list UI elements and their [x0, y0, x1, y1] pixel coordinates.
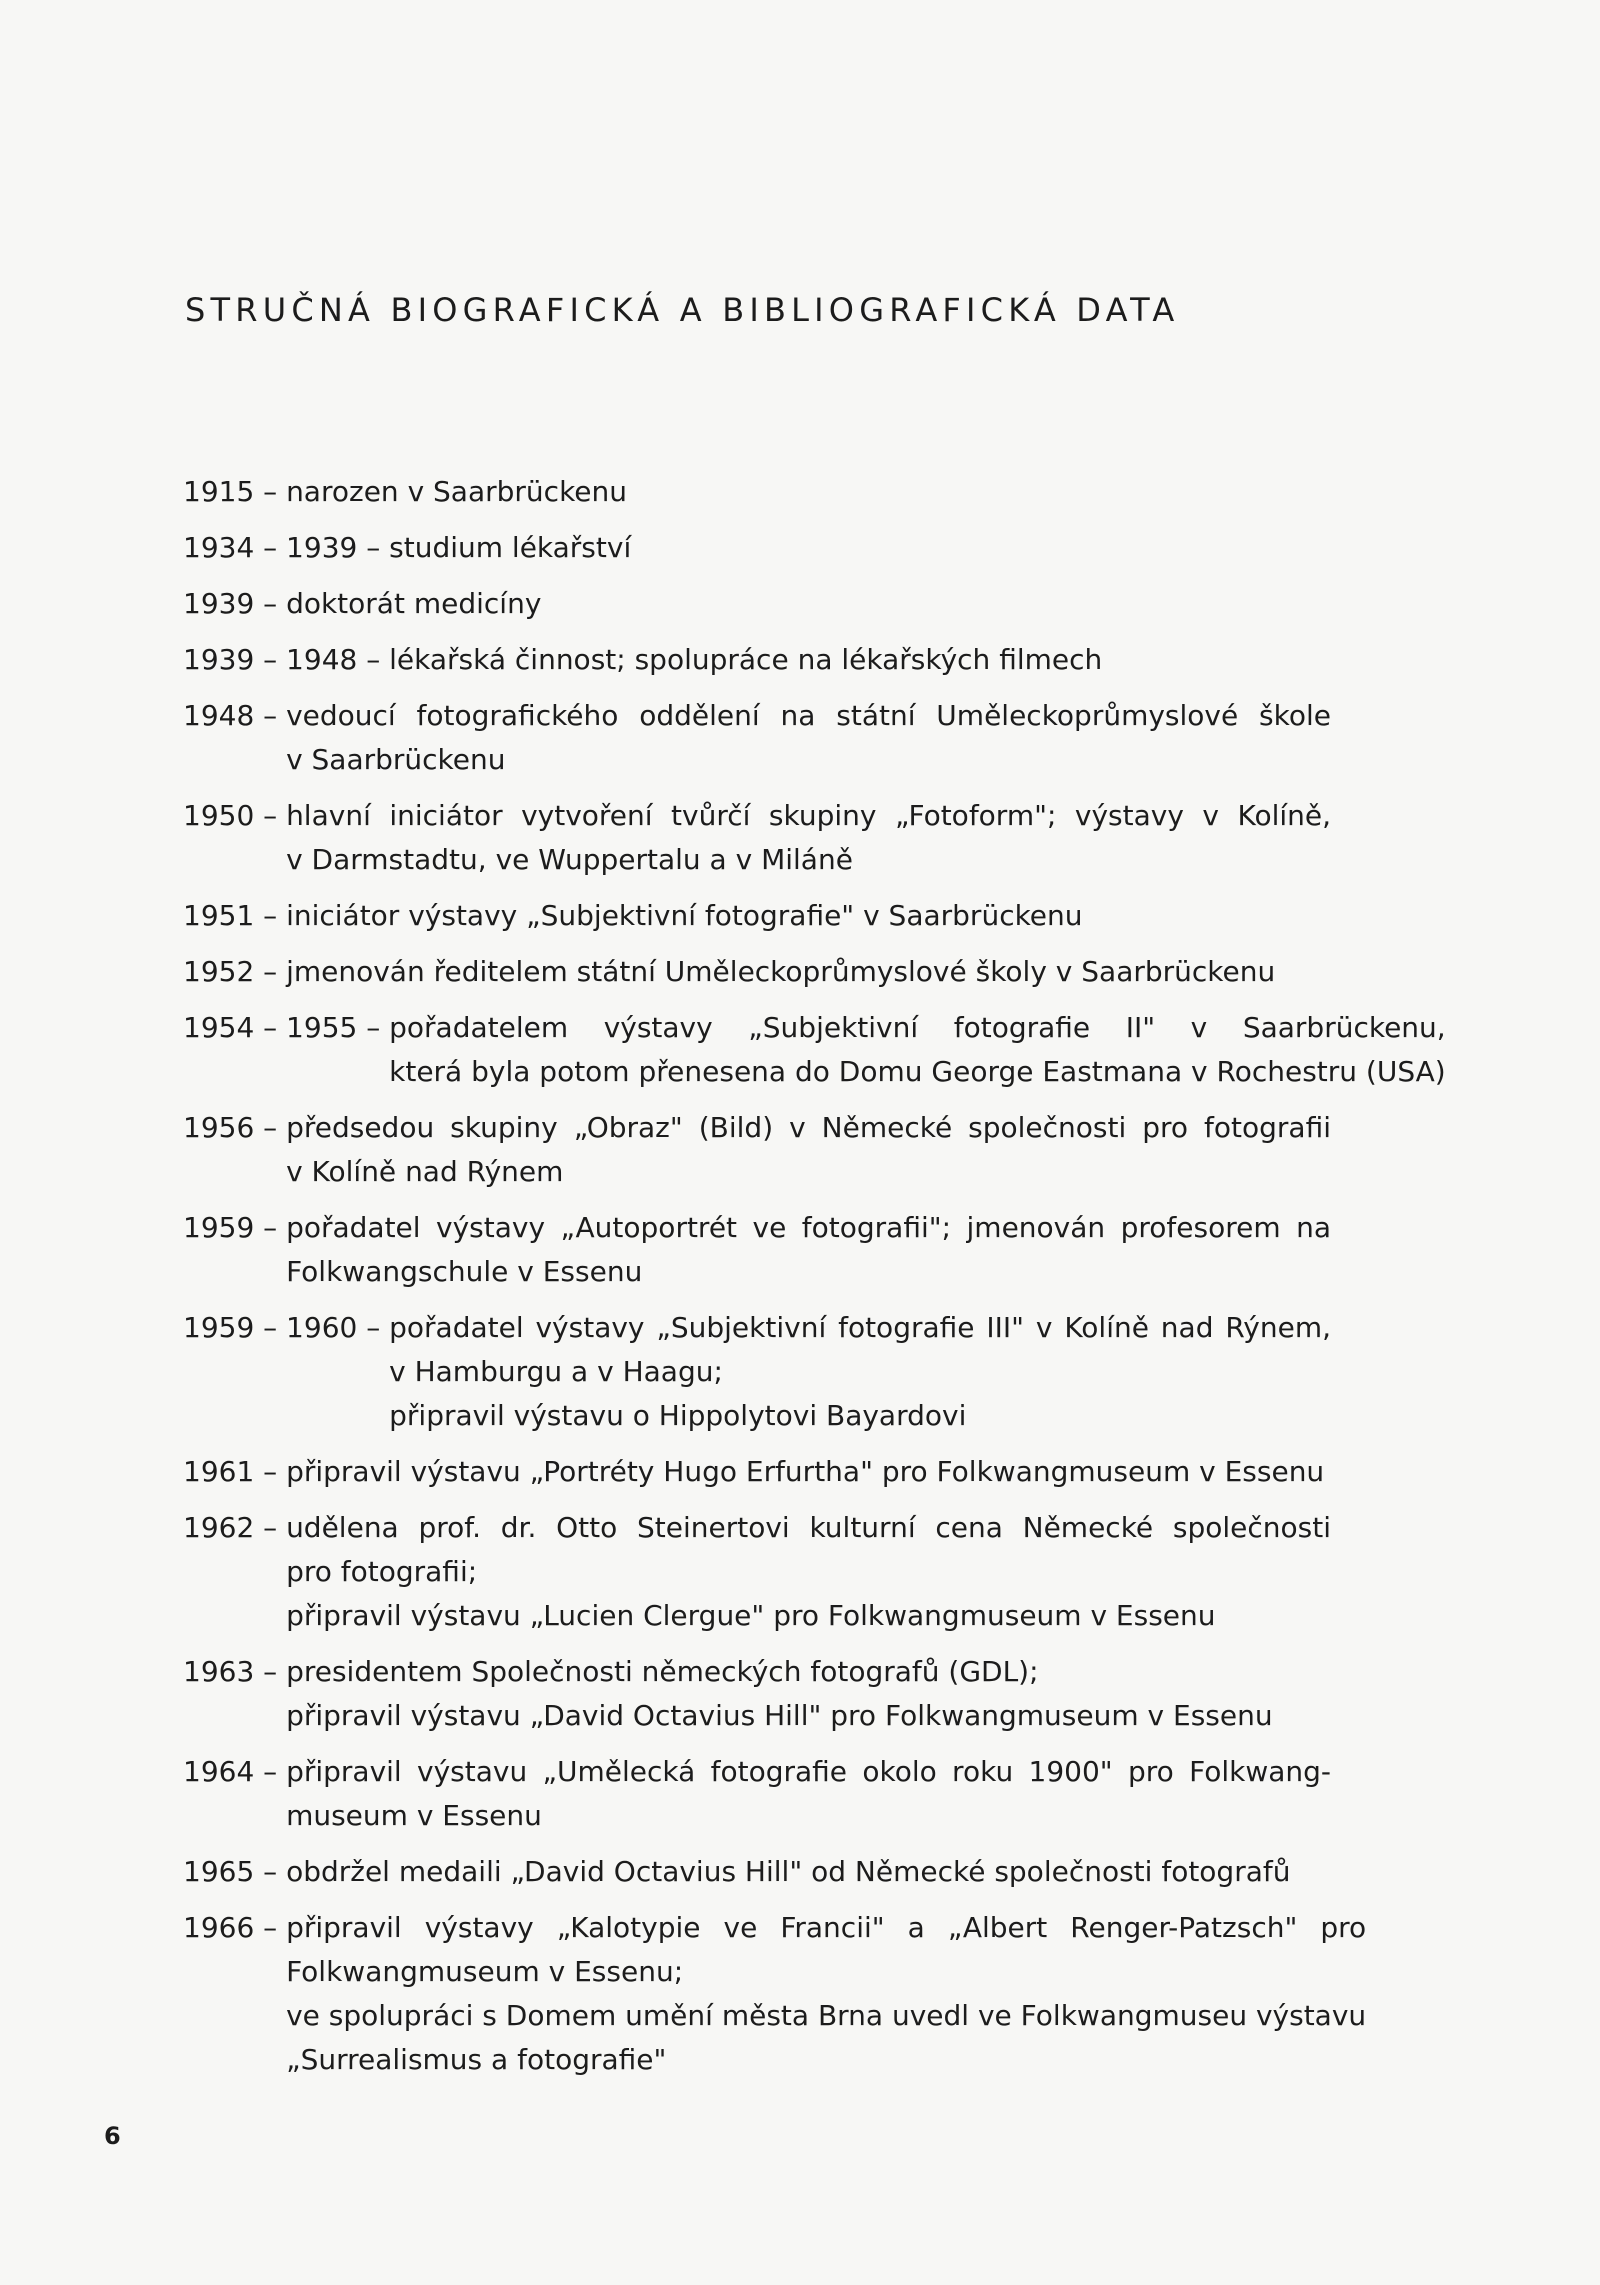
entry-date: 1959 – — [183, 1211, 287, 1244]
entry-text — [286, 894, 1331, 938]
entry-date: 1963 – — [183, 1655, 287, 1688]
entry-line: doktorát medicíny — [286, 587, 542, 620]
page-title: STRUČNÁ BIOGRAFICKÁ A BIBLIOGRAFICKÁ DATA — [185, 291, 1180, 330]
entry-date: 1952 – — [183, 955, 287, 988]
entry-date: 1966 – — [183, 1911, 287, 1944]
entry-text — [389, 526, 1331, 570]
entry-line: připravil výstavu „Lucien Clergue" pro Folkwangmuseum v Essenu — [286, 1599, 1216, 1632]
entry-text — [286, 582, 1331, 626]
entry-line: pořadatel výstavy „Subjektivní fotografie III" v Kolíně nad Rýnem, — [389, 1311, 1331, 1344]
entry-line: iniciátor výstavy „Subjektivní fotografie" v Saarbrückenu — [286, 899, 1083, 932]
entry-text — [286, 1506, 1331, 1638]
entry-line: předsedou skupiny „Obraz" (Bild) v Německé společnosti pro fotografii — [286, 1111, 1331, 1144]
entry-line: museum v Essenu — [286, 1799, 542, 1832]
entry-date: 1950 – — [183, 799, 287, 832]
entry-text — [389, 1306, 1331, 1438]
entry-text — [286, 1906, 1366, 2082]
entry-line: v Kolíně nad Rýnem — [286, 1155, 564, 1188]
entry-line: Folkwangschule v Essenu — [286, 1255, 643, 1288]
chronology-entry — [183, 950, 1331, 994]
entry-text — [286, 470, 1331, 514]
entry-date: 1951 – — [183, 899, 287, 932]
entry-date: 1954 – 1955 – — [183, 1011, 390, 1044]
entry-date: 1959 – 1960 – — [183, 1311, 390, 1344]
chronology-entry — [183, 894, 1331, 938]
chronology-entry — [183, 1106, 1331, 1194]
chronology-entry — [183, 470, 1331, 514]
entry-date: 1956 – — [183, 1111, 287, 1144]
entry-text — [389, 638, 1331, 682]
entry-line: v Saarbrückenu — [286, 743, 506, 776]
chronology-entry — [183, 582, 1331, 626]
entry-text — [286, 1450, 1331, 1494]
entry-line: v Hamburgu a v Haagu; — [389, 1355, 723, 1388]
entry-line: udělena prof. dr. Otto Steinertovi kulturní cena Německé společnosti — [286, 1511, 1331, 1544]
entry-text — [286, 794, 1331, 882]
chronology-entry — [183, 1750, 1331, 1838]
page-number: 6 — [104, 2122, 121, 2150]
entry-date: 1939 – 1948 – — [183, 643, 390, 676]
chronology-entry — [183, 1006, 1446, 1094]
entry-line: presidentem Společnosti německých fotografů (GDL); — [286, 1655, 1039, 1688]
entry-date: 1939 – — [183, 587, 287, 620]
entry-line: která byla potom přenesena do Domu George Eastmana v Rochestru (USA) — [389, 1055, 1446, 1088]
entry-text — [286, 1750, 1331, 1838]
entry-line: studium lékařství — [389, 531, 632, 564]
chronology-entry — [183, 1850, 1331, 1894]
entry-line: pro fotografii; — [286, 1555, 478, 1588]
chronology-entry — [183, 1306, 1331, 1438]
chronology-entry — [183, 1650, 1331, 1738]
entry-line: pořadatelem výstavy „Subjektivní fotografie II" v Saarbrückenu, — [389, 1011, 1446, 1044]
entry-line: jmenován ředitelem státní Uměleckoprůmyslové školy v Saarbrückenu — [286, 955, 1276, 988]
entry-date: 1962 – — [183, 1511, 287, 1544]
entry-line: „Surrealismus a fotografie" — [286, 2043, 667, 2076]
entry-date: 1934 – 1939 – — [183, 531, 390, 564]
entry-line: připravil výstavu „David Octavius Hill" pro Folkwangmuseum v Essenu — [286, 1699, 1273, 1732]
chronology-entry — [183, 1206, 1331, 1294]
chronology-entry — [183, 794, 1331, 882]
chronology-entry — [183, 1450, 1331, 1494]
entry-text — [286, 1106, 1331, 1194]
entry-line: připravil výstavu o Hippolytovi Bayardovi — [389, 1399, 967, 1432]
entry-line: pořadatel výstavy „Autoportrét ve fotografii"; jmenován profesorem na — [286, 1211, 1331, 1244]
entry-text — [286, 694, 1331, 782]
entry-date: 1965 – — [183, 1855, 287, 1888]
entry-line: hlavní iniciátor vytvoření tvůrčí skupiny „Fotoform"; výstavy v Kolíně, — [286, 799, 1331, 832]
entry-line: lékařská činnost; spolupráce na lékařských filmech — [389, 643, 1103, 676]
entry-line: ve spolupráci s Domem umění města Brna uvedl ve Folkwangmuseu výstavu — [286, 1999, 1367, 2032]
entry-line: narozen v Saarbrückenu — [286, 475, 627, 508]
entry-date: 1915 – — [183, 475, 287, 508]
entry-line: připravil výstavu „Portréty Hugo Erfurtha" pro Folkwangmuseum v Essenu — [286, 1455, 1325, 1488]
chronology-entry — [183, 526, 1331, 570]
entry-line: Folkwangmuseum v Essenu; — [286, 1955, 684, 1988]
entry-line: obdržel medaili „David Octavius Hill" od Německé společnosti fotografů — [286, 1855, 1291, 1888]
entry-date: 1964 – — [183, 1755, 287, 1788]
entry-date: 1948 – — [183, 699, 287, 732]
chronology-entry — [183, 1906, 1367, 2082]
entry-date: 1961 – — [183, 1455, 287, 1488]
chronology-entry — [183, 694, 1331, 782]
chronology-entry — [183, 1506, 1331, 1638]
entry-text — [286, 950, 1331, 994]
chronology-entry — [183, 638, 1331, 682]
entry-text — [389, 1006, 1446, 1094]
entry-line: vedoucí fotografického oddělení na státní Uměleckoprůmyslové škole — [286, 699, 1331, 732]
entry-text — [286, 1850, 1331, 1894]
entry-text — [286, 1206, 1331, 1294]
entry-line: připravil výstavu „Umělecká fotografie okolo roku 1900" pro Folkwang- — [286, 1755, 1331, 1788]
entry-text — [286, 1650, 1331, 1738]
chronology-list — [183, 470, 1446, 2094]
entry-line: připravil výstavy „Kalotypie ve Francii" a „Albert Renger-Patzsch" pro — [286, 1911, 1367, 1944]
entry-line: v Darmstadtu, ve Wuppertalu a v Miláně — [286, 843, 853, 876]
